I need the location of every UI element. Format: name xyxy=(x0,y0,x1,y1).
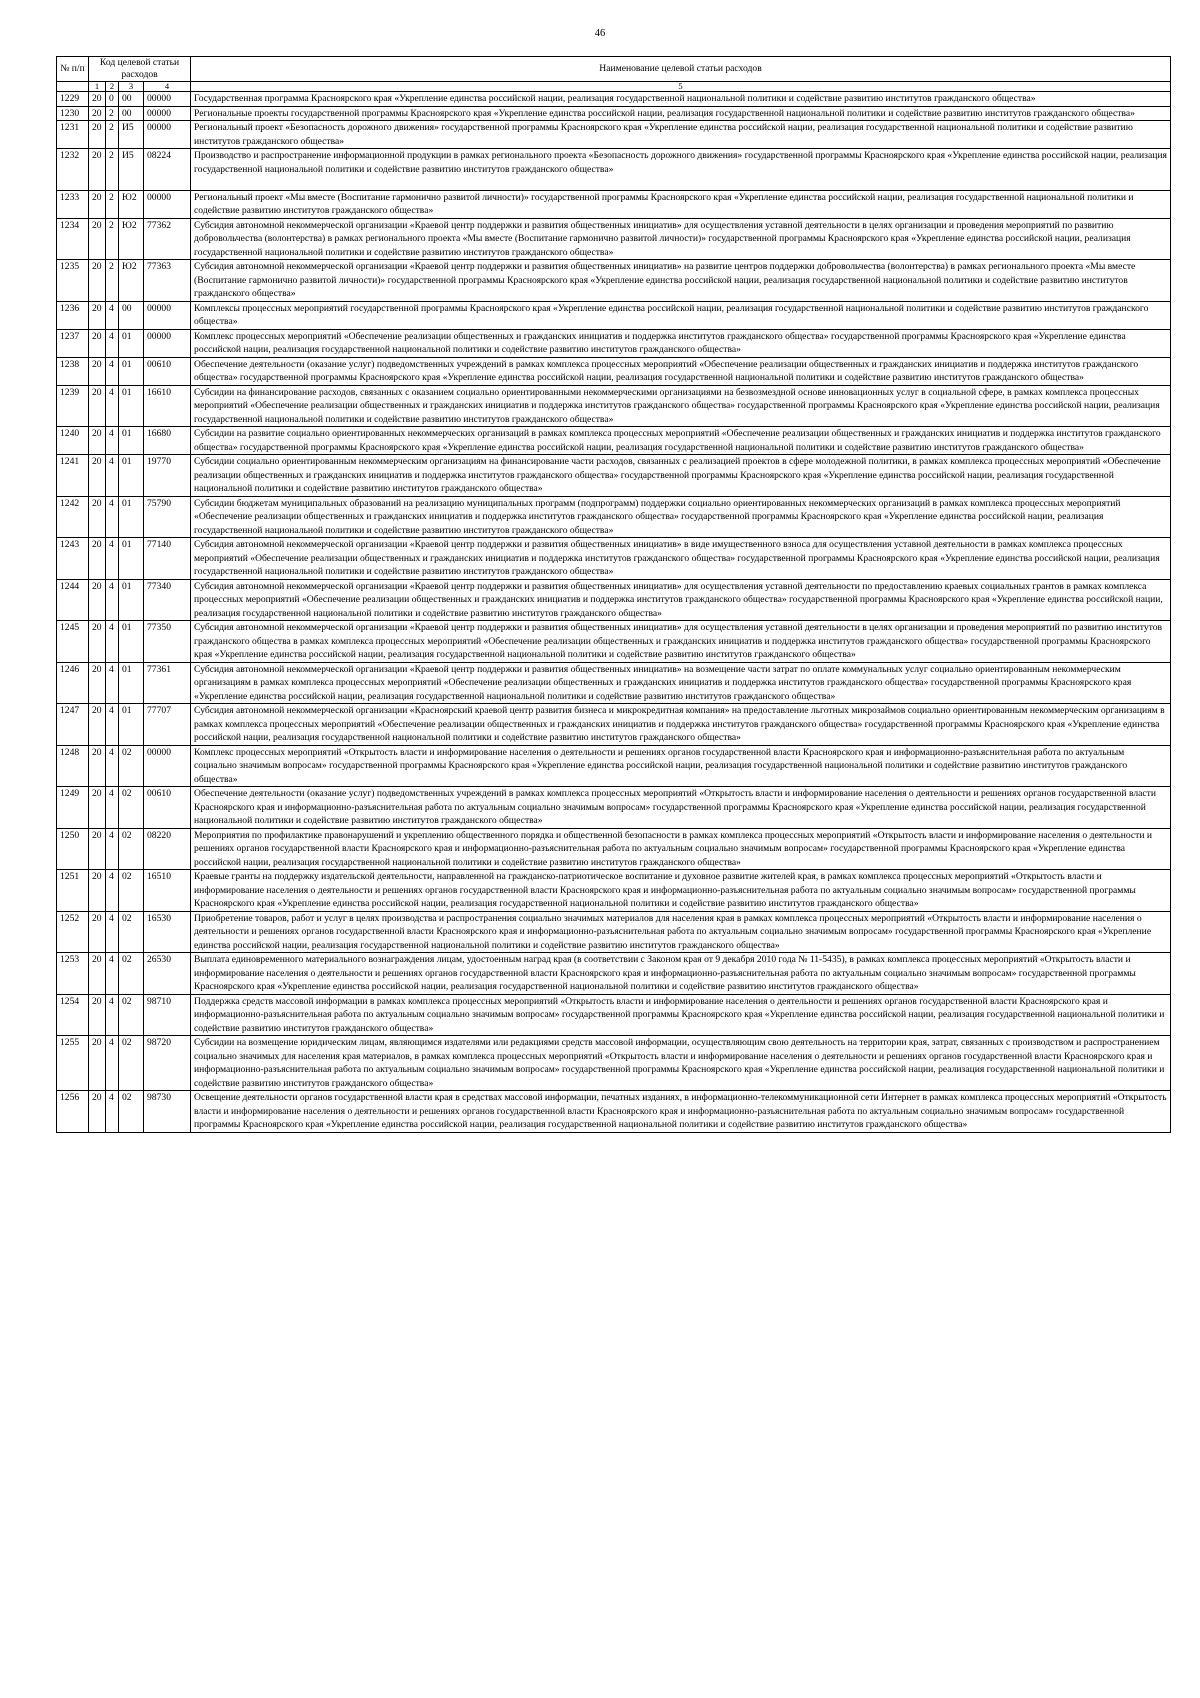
code-part-1: 20 xyxy=(89,301,106,329)
code-part-1: 20 xyxy=(89,260,106,302)
row-number: 1235 xyxy=(57,260,89,302)
code-part-2: 4 xyxy=(106,704,119,746)
col-number-4: 4 xyxy=(144,82,191,92)
row-number: 1238 xyxy=(57,357,89,385)
code-part-2: 4 xyxy=(106,579,119,621)
row-number: 1230 xyxy=(57,106,89,121)
row-number: 1252 xyxy=(57,911,89,953)
code-part-3: 02 xyxy=(119,1091,144,1133)
code-part-3: 01 xyxy=(119,496,144,538)
code-part-4: 16530 xyxy=(144,911,191,953)
code-part-2: 4 xyxy=(106,621,119,663)
code-part-4: 26530 xyxy=(144,953,191,995)
code-part-1: 20 xyxy=(89,538,106,580)
code-part-3: 01 xyxy=(119,357,144,385)
row-description: Субсидии социально ориентированным некоммерческим организациям на финансирование части расходов, связанных с реализацией проектов в сфере молодежной политики, в рамках комплекса процессных мероприятий «Обеспечение реализации общественных и гражданских инициатив и поддержка институтов гражданского общества» государственной программы Красноярского края «Укрепление единства российской нации, реализация государственной национальной политики и содействие развитию институтов гражданского общества» xyxy=(191,455,1171,497)
code-part-1: 20 xyxy=(89,953,106,995)
column-number-row xyxy=(57,82,1171,92)
page-number: 46 xyxy=(594,28,606,39)
table-row xyxy=(57,911,1171,953)
row-description: Субсидия автономной некоммерческой организации «Красноярский краевой центр развития бизнеса и микрокредитная компания» на предоставление льготных микрозаймов социально ориентированным некоммерческим организациям в рамках комплекса процессных мероприятий «Обеспечение реализации общественных и гражданских инициатив и поддержка институтов гражданского общества» государственной программы Красноярского края «Укрепление единства российской нации, реализация государственной национальной политики и содействие развитию институтов гражданского общества» xyxy=(191,704,1171,746)
code-part-1: 20 xyxy=(89,190,106,218)
table-header-row xyxy=(57,57,1171,82)
row-description: Субсидия автономной некоммерческой организации «Краевой центр поддержки и развития общественных инициатив» в виде имущественного взноса для осуществления уставной деятельности в рамках комплекса процессных мероприятий «Обеспечение реализации общественных и гражданских инициатив и поддержка институтов гражданского общества» государственной программы Красноярского края «Укрепление единства российской нации, реализация государственной национальной политики и содействие развитию институтов гражданского общества» xyxy=(191,538,1171,580)
code-part-1: 20 xyxy=(89,149,106,191)
table-row xyxy=(57,92,1171,107)
row-number: 1253 xyxy=(57,953,89,995)
code-part-3: И5 xyxy=(119,121,144,149)
code-part-4: 77362 xyxy=(144,218,191,260)
code-part-2: 4 xyxy=(106,745,119,787)
code-part-1: 20 xyxy=(89,92,106,107)
row-description: Субсидия автономной некоммерческой организации «Краевой центр поддержки и развития общественных инициатив» для осуществления уставной деятельности по предоставлению краевых социальных грантов в рамках комплекса процессных мероприятий «Обеспечение реализации общественных и гражданских инициатив и поддержка институтов гражданского общества» государственной программы Красноярского края «Укрепление единства российской нации, реализация государственной национальной политики и содействие развитию институтов гражданского общества» xyxy=(191,579,1171,621)
code-part-2: 4 xyxy=(106,427,119,455)
code-part-4: 19770 xyxy=(144,455,191,497)
code-part-4: 77361 xyxy=(144,662,191,704)
row-description: Региональный проект «Безопасность дорожного движения» государственной программы Красноярского края «Укрепление единства российской нации, реализация государственной национальной политики и содействие развитию институтов гражданского общества» xyxy=(191,121,1171,149)
code-part-2: 4 xyxy=(106,357,119,385)
code-part-2: 4 xyxy=(106,911,119,953)
table-row xyxy=(57,704,1171,746)
code-part-4: 98710 xyxy=(144,994,191,1036)
code-part-3: 02 xyxy=(119,994,144,1036)
row-description: Субсидии на возмещение юридическим лицам, являющимся издателями или редакциями средств массовой информации, осуществляющим свою деятельность на территории края, затрат, связанных с производством и распространением социально значимых для населения края материалов, в рамках комплекса процессных мероприятий «Открытость власти и информирование населения о деятельности и решениях органов государственной власти Красноярского края и информационно-разъяснительная работа по актуальным социально значимым вопросам» государственной программы Красноярского края «Укрепление единства российской нации, реализация государственной национальной политики и содействие развитию институтов гражданского общества» xyxy=(191,1036,1171,1091)
row-number: 1256 xyxy=(57,1091,89,1133)
row-description: Государственная программа Красноярского края «Укрепление единства российской нации, реализация государственной национальной политики и содействие развитию институтов гражданского общества» xyxy=(191,92,1171,107)
code-part-1: 20 xyxy=(89,662,106,704)
code-part-4: 00610 xyxy=(144,787,191,829)
row-number: 1243 xyxy=(57,538,89,580)
row-description: Региональные проекты государственной программы Красноярского края «Укрепление единства российской нации, реализация государственной национальной политики и содействие развитию институтов гражданского общества» xyxy=(191,106,1171,121)
table-row xyxy=(57,994,1171,1036)
code-part-3: 01 xyxy=(119,538,144,580)
row-number: 1247 xyxy=(57,704,89,746)
row-description: Субсидия автономной некоммерческой организации «Краевой центр поддержки и развития общественных инициатив» на развитие центров поддержки добровольчества (волонтерства) в рамках регионального проекта «Мы вместе (Воспитание гармонично развитой личности)» государственной программы Красноярского края «Укрепление единства российской нации, реализация государственной национальной политики и содействие развитию институтов гражданского общества» xyxy=(191,260,1171,302)
code-part-1: 20 xyxy=(89,385,106,427)
code-part-4: 00000 xyxy=(144,329,191,357)
table-row xyxy=(57,1036,1171,1091)
table-row xyxy=(57,538,1171,580)
row-number: 1241 xyxy=(57,455,89,497)
row-number: 1234 xyxy=(57,218,89,260)
code-part-2: 2 xyxy=(106,121,119,149)
header-name: Наименование целевой статьи расходов xyxy=(191,57,1171,82)
table-row xyxy=(57,260,1171,302)
code-part-1: 20 xyxy=(89,704,106,746)
code-part-2: 4 xyxy=(106,828,119,870)
row-description: Освещение деятельности органов государственной власти края в средствах массовой информации, печатных изданиях, в информационно-телекоммуникационной сети Интернет в рамках комплекса процессных мероприятий «Открытость власти и информирование населения о деятельности и решениях органов государственной власти Красноярского края и информационно-разъяснительная работа по актуальным социально значимым вопросам» государственной программы Красноярского края «Укрепление единства российской нации, реализация государственной национальной политики и содействие развитию институтов гражданского общества» xyxy=(191,1091,1171,1133)
code-part-1: 20 xyxy=(89,121,106,149)
table-row xyxy=(57,427,1171,455)
row-number: 1237 xyxy=(57,329,89,357)
row-description: Субсидия автономной некоммерческой организации «Краевой центр поддержки и развития общественных инициатив» для осуществления уставной деятельности в целях организации и проведения мероприятий по развитию институтов гражданского общества в рамках комплекса процессных мероприятий «Обеспечение реализации общественных и гражданских инициатив и поддержка институтов гражданского общества» государственной программы Красноярского края «Укрепление единства российской нации, реализация государственной национальной политики и содействие развитию институтов гражданского общества» xyxy=(191,621,1171,663)
code-part-4: 00000 xyxy=(144,301,191,329)
code-part-4: 00000 xyxy=(144,106,191,121)
code-part-2: 4 xyxy=(106,496,119,538)
code-part-2: 4 xyxy=(106,301,119,329)
table-row xyxy=(57,190,1171,218)
code-part-4: 00000 xyxy=(144,190,191,218)
code-part-3: 00 xyxy=(119,106,144,121)
code-part-4: 77140 xyxy=(144,538,191,580)
code-part-2: 4 xyxy=(106,870,119,912)
target-expense-table xyxy=(56,56,1171,1133)
code-part-3: 01 xyxy=(119,329,144,357)
code-part-1: 20 xyxy=(89,870,106,912)
row-description: Комплекс процессных мероприятий «Обеспечение реализации общественных и гражданских инициатив и поддержка институтов гражданского общества» государственной программы Красноярского края «Укрепление единства российской нации, реализация государственной национальной политики и содействие развитию институтов гражданского общества» xyxy=(191,329,1171,357)
row-description: Обеспечение деятельности (оказание услуг) подведомственных учреждений в рамках комплекса процессных мероприятий «Открытость власти и информирование населения о деятельности и решениях органов государственной власти Красноярского края и информационно-разъяснительная работа по актуальным социально значимым вопросам» государственной программы Красноярского края «Укрепление единства российской нации, реализация государственной национальной политики и содействие развитию институтов гражданского общества» xyxy=(191,787,1171,829)
code-part-4: 16680 xyxy=(144,427,191,455)
code-part-1: 20 xyxy=(89,496,106,538)
code-part-1: 20 xyxy=(89,427,106,455)
col-number-5: 5 xyxy=(191,82,1171,92)
code-part-1: 20 xyxy=(89,828,106,870)
header-num: № п/п xyxy=(57,57,89,82)
row-description: Субсидии на финансирование расходов, связанных с оказанием социально ориентированными некоммерческими организациями на безвозмездной основе инновационных услуг в социальной сфере, в рамках комплекса процессных мероприятий «Обеспечение реализации общественных и гражданских инициатив и поддержка институтов гражданского общества» государственной программы Красноярского края «Укрепление единства российской нации, реализация государственной национальной политики и содействие развитию институтов гражданского общества» xyxy=(191,385,1171,427)
code-part-1: 20 xyxy=(89,579,106,621)
col-number-1: 1 xyxy=(89,82,106,92)
row-number: 1236 xyxy=(57,301,89,329)
code-part-1: 20 xyxy=(89,994,106,1036)
row-number: 1254 xyxy=(57,994,89,1036)
row-description: Субсидия автономной некоммерческой организации «Краевой центр поддержки и развития общественных инициатив» на возмещение части затрат по оплате коммунальных услуг социально ориентированным некоммерческим организациям в рамках комплекса процессных мероприятий «Обеспечение реализации общественных и гражданских инициатив и поддержка институтов гражданского общества» государственной программы Красноярского края «Укрепление единства российской нации, реализация государственной национальной политики и содействие развитию институтов гражданского общества» xyxy=(191,662,1171,704)
table-row xyxy=(57,870,1171,912)
table-row xyxy=(57,496,1171,538)
row-description: Выплата единовременного материального вознаграждения лицам, удостоенным наград края (в соответствии с Законом края от 9 декабря 2010 года № 11-5435), в рамках комплекса процессных мероприятий «Открытость власти и информирование населения о деятельности и решениях органов государственной власти Красноярского края и информационно-разъяснительная работа по актуальным социально значимым вопросам» государственной программы Красноярского края «Укрепление единства российской нации, реализация государственной национальной политики и содействие развитию институтов гражданского общества» xyxy=(191,953,1171,995)
code-part-3: 02 xyxy=(119,828,144,870)
row-number: 1250 xyxy=(57,828,89,870)
row-description: Комплекс процессных мероприятий «Открытость власти и информирование населения о деятельности и решениях органов государственной власти Красноярского края и информационно-разъяснительная работа по актуальным социально значимым вопросам» государственной программы Красноярского края «Укрепление единства российской нации, реализация государственной национальной политики и содействие развитию институтов гражданского общества» xyxy=(191,745,1171,787)
code-part-1: 20 xyxy=(89,787,106,829)
header-code: Код целевой статьи расходов xyxy=(89,57,191,82)
code-part-4: 08220 xyxy=(144,828,191,870)
code-part-3: 01 xyxy=(119,662,144,704)
code-part-2: 4 xyxy=(106,787,119,829)
code-part-1: 20 xyxy=(89,745,106,787)
code-part-4: 77707 xyxy=(144,704,191,746)
code-part-3: 02 xyxy=(119,787,144,829)
code-part-4: 00000 xyxy=(144,745,191,787)
code-part-4: 77363 xyxy=(144,260,191,302)
code-part-1: 20 xyxy=(89,1091,106,1133)
table-row xyxy=(57,579,1171,621)
col-number-2: 2 xyxy=(106,82,119,92)
code-part-3: 01 xyxy=(119,455,144,497)
code-part-4: 98720 xyxy=(144,1036,191,1091)
table-row xyxy=(57,953,1171,995)
code-part-1: 20 xyxy=(89,455,106,497)
row-number: 1249 xyxy=(57,787,89,829)
code-part-2: 2 xyxy=(106,106,119,121)
table-row xyxy=(57,218,1171,260)
code-part-1: 20 xyxy=(89,911,106,953)
table-row xyxy=(57,787,1171,829)
row-number: 1248 xyxy=(57,745,89,787)
code-part-4: 16610 xyxy=(144,385,191,427)
code-part-2: 4 xyxy=(106,1036,119,1091)
code-part-4: 16510 xyxy=(144,870,191,912)
row-description: Поддержка средств массовой информации в рамках комплекса процессных мероприятий «Открытость власти и информирование населения о деятельности и решениях органов государственной власти Красноярского края и информационно-разъяснительная работа по актуальным социально значимым вопросам» государственной программы Красноярского края «Укрепление единства российской нации, реализация государственной национальной политики и содействие развитию институтов гражданского общества» xyxy=(191,994,1171,1036)
row-number: 1245 xyxy=(57,621,89,663)
row-number: 1246 xyxy=(57,662,89,704)
row-number: 1232 xyxy=(57,149,89,191)
table-row xyxy=(57,149,1171,191)
code-part-2: 4 xyxy=(106,994,119,1036)
row-number: 1244 xyxy=(57,579,89,621)
table-row xyxy=(57,121,1171,149)
code-part-1: 20 xyxy=(89,357,106,385)
code-part-3: 02 xyxy=(119,911,144,953)
row-description: Субсидии на развитие социально ориентированных некоммерческих организаций в рамках комплекса процессных мероприятий «Обеспечение реализации общественных и гражданских инициатив и поддержка институтов гражданского общества» государственной программы Красноярского края «Укрепление единства российской нации, реализация государственной национальной политики и содействие развитию институтов гражданского общества» xyxy=(191,427,1171,455)
code-part-4: 77350 xyxy=(144,621,191,663)
table-row xyxy=(57,662,1171,704)
table-row xyxy=(57,455,1171,497)
code-part-4: 00000 xyxy=(144,92,191,107)
code-part-2: 4 xyxy=(106,662,119,704)
row-description: Мероприятия по профилактике правонарушений и укреплению общественного порядка и общественной безопасности в рамках комплекса процессных мероприятий «Открытость власти и информирование населения о деятельности и решениях органов государственной власти Красноярского края и информационно-разъяснительная работа по актуальным социально значимым вопросам» государственной программы Красноярского края «Укрепление единства российской нации, реализация государственной национальной политики и содействие развитию институтов гражданского общества» xyxy=(191,828,1171,870)
code-part-2: 2 xyxy=(106,260,119,302)
row-description: Региональный проект «Мы вместе (Воспитание гармонично развитой личности)» государственной программы Красноярского края «Укрепление единства российской нации, реализация государственной национальной политики и содействие развитию институтов гражданского общества» xyxy=(191,190,1171,218)
row-description: Обеспечение деятельности (оказание услуг) подведомственных учреждений в рамках комплекса процессных мероприятий «Обеспечение реализации общественных и гражданских инициатив и поддержка институтов гражданского общества» государственной программы Красноярского края «Укрепление единства российской нации, реализация государственной национальной политики и содействие развитию институтов гражданского общества» xyxy=(191,357,1171,385)
code-part-3: 01 xyxy=(119,579,144,621)
table-row xyxy=(57,329,1171,357)
code-part-3: 02 xyxy=(119,1036,144,1091)
code-part-3: 01 xyxy=(119,704,144,746)
row-description: Приобретение товаров, работ и услуг в целях производства и распространения социально значимых материалов для населения края в рамках комплекса процессных мероприятий «Открытость власти и информирование населения о деятельности и решениях органов государственной власти Красноярского края и информационно-разъяснительная работа по актуальным социально значимым вопросам» государственной программы Красноярского края «Укрепление единства российской нации, реализация государственной национальной политики и содействие развитию институтов гражданского общества» xyxy=(191,911,1171,953)
table-row xyxy=(57,828,1171,870)
code-part-3: 02 xyxy=(119,745,144,787)
row-number: 1239 xyxy=(57,385,89,427)
code-part-2: 2 xyxy=(106,149,119,191)
code-part-4: 98730 xyxy=(144,1091,191,1133)
row-number: 1255 xyxy=(57,1036,89,1091)
row-description: Краевые гранты на поддержку издательской деятельности, направленной на гражданско-патриотическое воспитание и духовное развитие жителей края, в рамках комплекса процессных мероприятий «Открытость власти и информирование населения о деятельности и решениях органов государственной власти Красноярского края и информационно-разъяснительная работа по актуальным социально значимым вопросам» государственной программы Красноярского края «Укрепление единства российской нации, реализация государственной национальной политики и содействие развитию институтов гражданского общества» xyxy=(191,870,1171,912)
table-row xyxy=(57,745,1171,787)
row-number: 1240 xyxy=(57,427,89,455)
code-part-3: 00 xyxy=(119,92,144,107)
code-part-1: 20 xyxy=(89,1036,106,1091)
row-description: Производство и распространение информационной продукции в рамках регионального проекта «Безопасность дорожного движения» государственной программы Красноярского края «Укрепление единства российской нации, реализация государственной национальной политики и содействие развитию институтов гражданского общества» xyxy=(191,149,1171,191)
table-row xyxy=(57,1091,1171,1133)
code-part-4: 00610 xyxy=(144,357,191,385)
code-part-2: 0 xyxy=(106,92,119,107)
table-row xyxy=(57,357,1171,385)
code-part-1: 20 xyxy=(89,106,106,121)
code-part-2: 2 xyxy=(106,218,119,260)
code-part-1: 20 xyxy=(89,621,106,663)
code-part-3: Ю2 xyxy=(119,218,144,260)
code-part-3: 00 xyxy=(119,301,144,329)
row-number: 1233 xyxy=(57,190,89,218)
table-row xyxy=(57,385,1171,427)
row-number: 1251 xyxy=(57,870,89,912)
code-part-1: 20 xyxy=(89,329,106,357)
table-row xyxy=(57,106,1171,121)
code-part-3: 02 xyxy=(119,953,144,995)
row-number: 1231 xyxy=(57,121,89,149)
col-number-blank xyxy=(57,82,89,92)
row-description: Субсидия автономной некоммерческой организации «Краевой центр поддержки и развития общественных инициатив» для осуществления уставной деятельности в целях организации и проведения мероприятий по развитию добровольчества (волонтерства) в рамках регионального проекта «Мы вместе (Воспитание гармонично развитой личности)» государственной программы Красноярского края «Укрепление единства российской нации, реализация государственной национальной политики и содействие развитию институтов гражданского общества» xyxy=(191,218,1171,260)
code-part-1: 20 xyxy=(89,218,106,260)
row-number: 1242 xyxy=(57,496,89,538)
code-part-2: 4 xyxy=(106,953,119,995)
code-part-4: 00000 xyxy=(144,121,191,149)
code-part-2: 4 xyxy=(106,538,119,580)
code-part-2: 2 xyxy=(106,190,119,218)
code-part-2: 4 xyxy=(106,329,119,357)
code-part-4: 08224 xyxy=(144,149,191,191)
table-body xyxy=(57,92,1171,1133)
table-row xyxy=(57,301,1171,329)
code-part-2: 4 xyxy=(106,1091,119,1133)
code-part-3: 01 xyxy=(119,385,144,427)
code-part-3: 01 xyxy=(119,621,144,663)
code-part-3: И5 xyxy=(119,149,144,191)
col-number-3: 3 xyxy=(119,82,144,92)
code-part-4: 75790 xyxy=(144,496,191,538)
code-part-3: 01 xyxy=(119,427,144,455)
code-part-2: 4 xyxy=(106,455,119,497)
row-number: 1229 xyxy=(57,92,89,107)
code-part-3: Ю2 xyxy=(119,190,144,218)
code-part-3: Ю2 xyxy=(119,260,144,302)
table-row xyxy=(57,621,1171,663)
code-part-2: 4 xyxy=(106,385,119,427)
code-part-3: 02 xyxy=(119,870,144,912)
code-part-4: 77340 xyxy=(144,579,191,621)
row-description: Комплексы процессных мероприятий государственной программы Красноярского края «Укрепление единства российской нации, реализация государственной национальной политики и содействие развитию институтов гражданского общества» xyxy=(191,301,1171,329)
row-description: Субсидии бюджетам муниципальных образований на реализацию муниципальных программ (подпрограмм) поддержки социально ориентированных некоммерческих организаций в рамках комплекса процессных мероприятий «Обеспечение реализации общественных и гражданских инициатив и поддержка институтов гражданского общества» государственной программы Красноярского края «Укрепление единства российской нации, реализация государственной национальной политики и содействие развитию институтов гражданского общества» xyxy=(191,496,1171,538)
